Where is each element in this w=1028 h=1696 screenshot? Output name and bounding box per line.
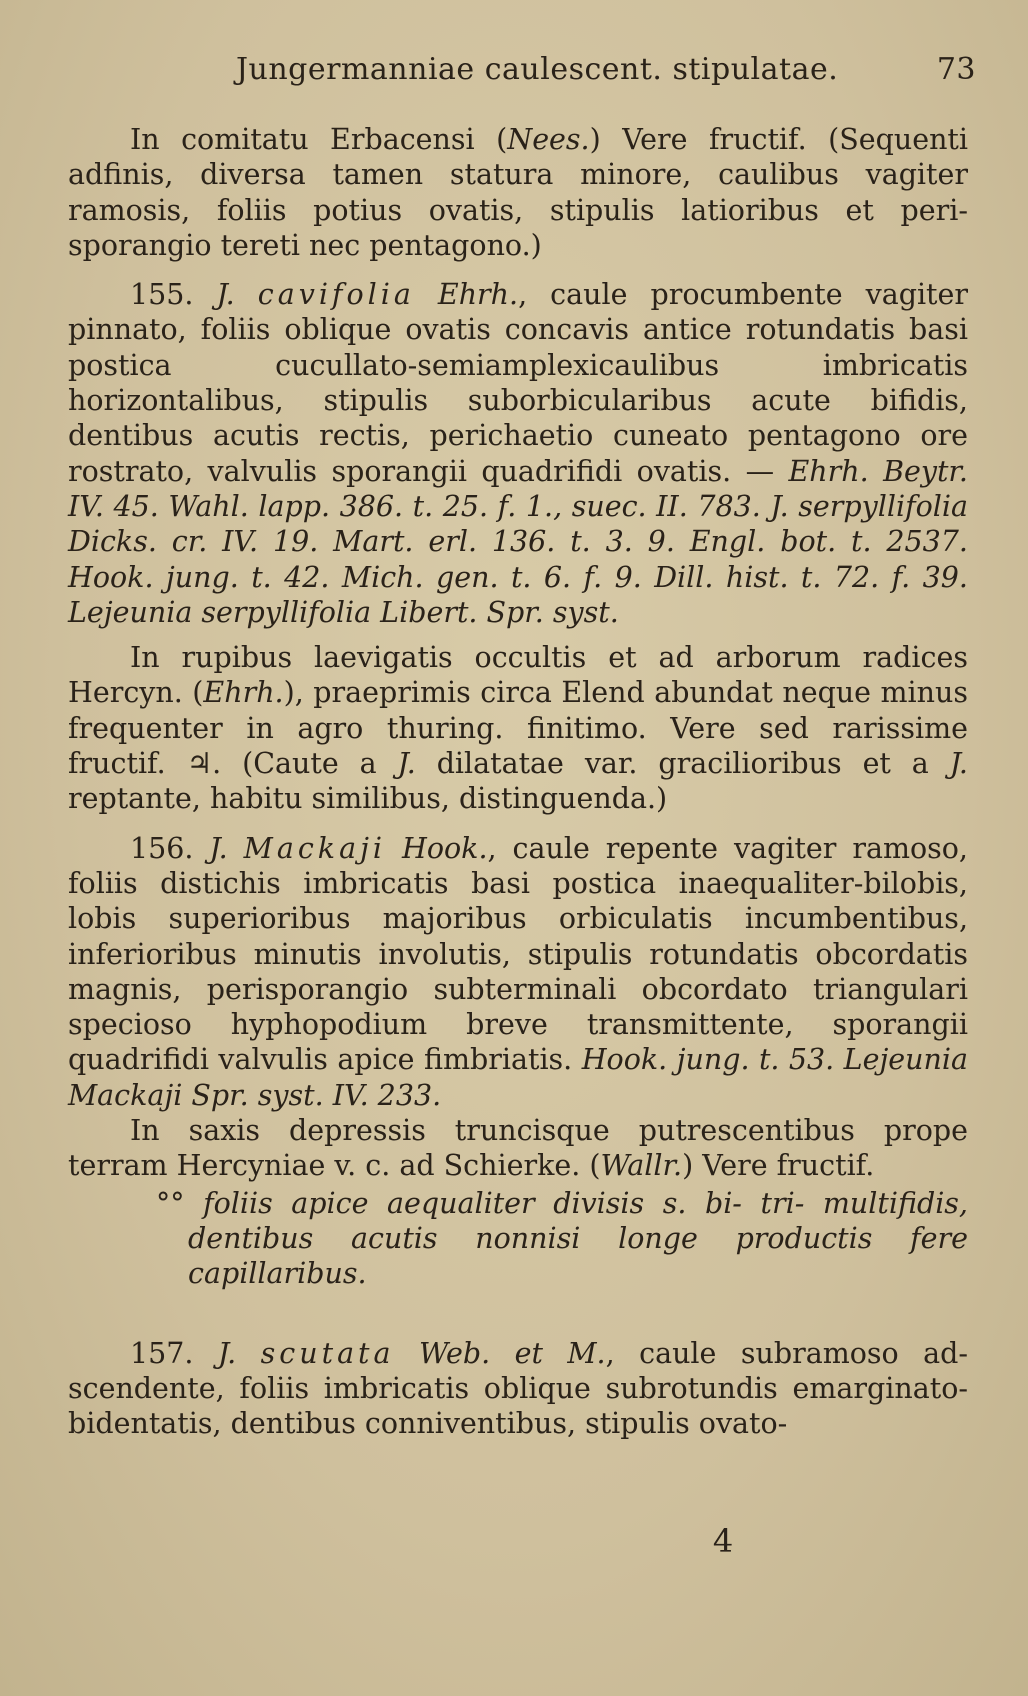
section-heading: °° foliis apice aequaliter divisis s. bi- tri- multifidis, dentibus acutis nonnisi longe productis fere capillaribus. [156, 1186, 968, 1291]
signature-mark: 4 [712, 1522, 734, 1560]
page-header [236, 52, 976, 92]
entry-number: 156. [130, 831, 210, 865]
paragraph-erbacensi: In comitatu Erbacensi (Nees.) Vere fructif. (Sequenti adfinis, diversa tamen statura minore, caulibus vagiter ramosis, foliis potius ovatis, stipulis latioribus et perisporangio tereti nec pentagono.) [68, 123, 969, 262]
entry-156-mackaji: 156. J. Mackaji Hook., caule repente vagiter ramoso, foliis distichis imbricatis basi postica inaequaliter-bilobis, lobis superioribus majoribus orbiculatis incumbentibus, inferioribus minutis involutis, stipulis rotundatis obcordatis magnis, perisporangio subterminali obcordato triangulari specioso hyphopodium breve transmittente, sporangii quadrifidi valvulis apice fimbriatis. Hook. jung. t. 53. Lejeunia Mackaji Spr. syst. IV. 233. [68, 831, 968, 1112]
entry-155-cavifolia: 155. J. cavifolia Ehrh., caule procumbente vagiter pinnato, foliis oblique ovatis concavis antice rotundatis basi postica cucullato-semiamplexicaulibus imbricatis horizontalibus, stipulis suborbicularibus acute bifidis, dentibus acutis rectis, perichaetio cuneato pentagono ore rostrato, valvulis sporangii quadrifidi ovatis. — Ehrh. Beytr. IV. 45. Wahl. lapp. 386. t. 25. f. 1., suec. II. 783. J. serpyllifolia Dicks. cr. IV. 19. Mart. erl. 136. t. 3. 9. Engl. bot. t. 2537. Hook. jung. t. 42. Mich. gen. t. 6. f. 9. Dill. hist. t. 72. f. 39. Lejeunia serpyllifolia Libert. Spr. syst. [68, 278, 969, 629]
habitat-156: In saxis depressis truncisque putrescentibus prope terram Hercyniae v. c. ad Schierke. (Wallr.) Vere fructif. [68, 1114, 968, 1183]
species-name: scutata [260, 1336, 395, 1370]
entry-number: 157. [130, 1336, 218, 1370]
entry-number: 155. [130, 278, 217, 312]
species-name: cavifolia [257, 278, 415, 312]
references: Ehrh. Beytr. IV. 45. Wahl. lapp. 386. t. 25. f. 1., suec. II. 783. J. serpyllifolia Dicks. cr. IV. 19. Mart. erl. 136. t. 3. 9. Engl. bot. t. 2537. Hook. jung. t. 42. Mich. gen. t. 6. f. 9. Dill. hist. t. 72. f. 39. Lejeunia serpyllifolia Libert. Spr. syst. [68, 454, 968, 629]
species-name: Mackaji [243, 831, 387, 865]
text-body [68, 122, 968, 1441]
entry-157-scutata: 157. J. scutata Web. et M., caule subramoso adscendente, foliis imbricatis oblique subrotundis emarginato-bidentatis, dentibus conniventibus, stipulis ovato- [68, 1336, 969, 1441]
perennial-symbol: ♃ [186, 747, 213, 781]
running-head: Jungermanniae caulescent. stipulatae. [236, 52, 839, 87]
habitat-155: In rupibus laevigatis occultis et ad arborum radices Hercyn. (Ehrh.), praeprimis circa Elend abundat neque minus frequenter in agro thuring. finitimo. Vere sed rarissime fructif. ♃. (Caute a J. dilatatae var. gracilioribus et a J. reptante, habitu similibus, distinguenda.) [68, 641, 968, 816]
section-mark: °° [156, 1186, 204, 1220]
references: Hook. jung. t. 53. Lejeunia Mackaji Spr. syst. IV. 233. [68, 1043, 968, 1112]
page-number: 73 [936, 52, 976, 87]
